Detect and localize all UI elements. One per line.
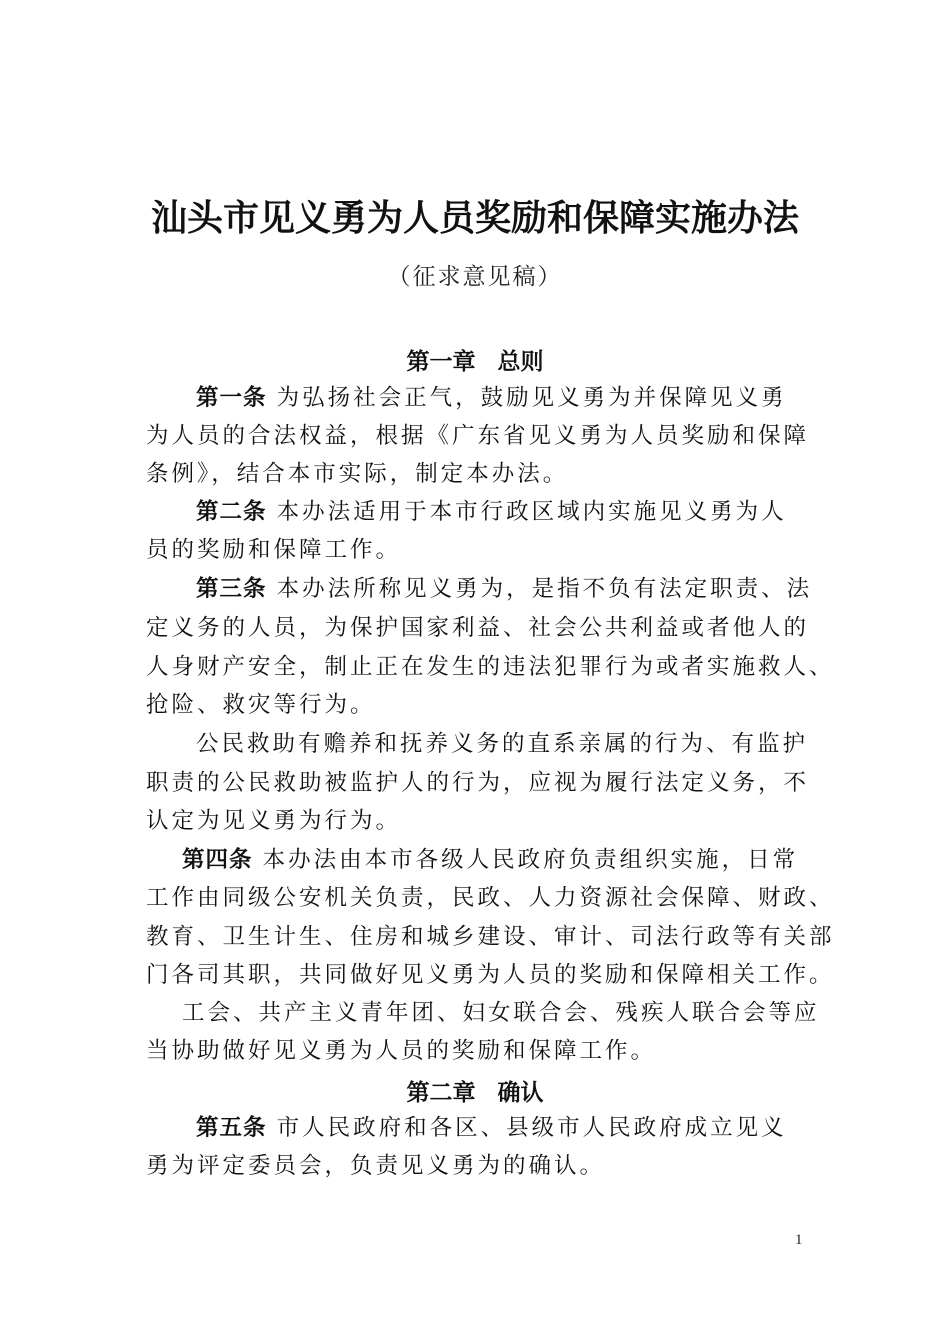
chapter-1-heading (0, 343, 950, 376)
chapter-2-heading (0, 1074, 950, 1107)
chapter-1-name: 总则 (497, 349, 544, 375)
article-3-line-1: 第三条 本办法所称见义勇为，是指不负有法定职责、法 (196, 576, 813, 602)
article-4-para-2-line-1: 工会、共产主义青年团、妇女联合会、残疾人联合会等应 (182, 1000, 820, 1026)
article-5-line-2: 勇为评定委员会，负责见义勇为的确认。 (146, 1153, 606, 1179)
article-4-label: 第四条 (182, 847, 253, 873)
article-1-line-1: 第一条 为弘扬社会正气，鼓励见义勇为并保障见义勇 (196, 385, 787, 411)
chapter-2-name: 确认 (497, 1080, 544, 1106)
article-3-line-4: 抢险、救灾等行为。 (146, 692, 376, 718)
article-2-line-2: 员的奖励和保障工作。 (146, 537, 402, 563)
article-4-line-3: 教育、卫生计生、住房和城乡建设、审计、司法行政等有关部 (146, 924, 835, 950)
chapter-1-label: 第一章 (406, 349, 476, 375)
article-3-line-3: 人身财产安全，制止正在发生的违法犯罪行为或者实施救人、 (146, 654, 835, 680)
article-4-line-1: 第四条 本办法由本市各级人民政府负责组织实施，日常 (182, 847, 799, 873)
article-4-line-4: 门各司其职，共同做好见义勇为人员的奖励和保障相关工作。 (146, 962, 835, 988)
page-number: 1 (795, 1232, 803, 1248)
article-3-label: 第三条 (196, 576, 267, 602)
article-3-line-2: 定义务的人员，为保护国家利益、社会公共利益或者他人的 (146, 615, 810, 641)
article-3-para-2-line-2: 职责的公民救助被监护人的行为，应视为履行法定义务，不 (146, 770, 810, 796)
article-1-line-2: 为人员的合法权益，根据《广东省见义勇为人员奖励和保障 (146, 423, 810, 449)
article-5-line-1: 第五条 市人民政府和各区、县级市人民政府成立见义 (196, 1115, 787, 1141)
article-4-line-2: 工作由同级公安机关负责，民政、人力资源社会保障、财政、 (146, 885, 835, 911)
document-subtitle: （征求意见稿） (387, 264, 563, 290)
article-2-label: 第二条 (196, 499, 267, 525)
article-1-label: 第一条 (196, 385, 267, 411)
article-3-para-2-line-1: 公民救助有赡养和抚养义务的直系亲属的行为、有监护 (196, 731, 809, 757)
document-title: 汕头市见义勇为人员奖励和保障实施办法 (150, 197, 799, 239)
article-5-label: 第五条 (196, 1115, 267, 1141)
article-3-para-2-line-3: 认定为见义勇为行为。 (146, 808, 402, 834)
chapter-2-label: 第二章 (406, 1080, 476, 1106)
article-2-line-1: 第二条 本办法适用于本市行政区域内实施见义勇为人 (196, 499, 787, 525)
article-1-line-3: 条例》，结合本市实际，制定本办法。 (146, 461, 569, 487)
article-4-para-2-line-2: 当协助做好见义勇为人员的奖励和保障工作。 (146, 1038, 657, 1064)
